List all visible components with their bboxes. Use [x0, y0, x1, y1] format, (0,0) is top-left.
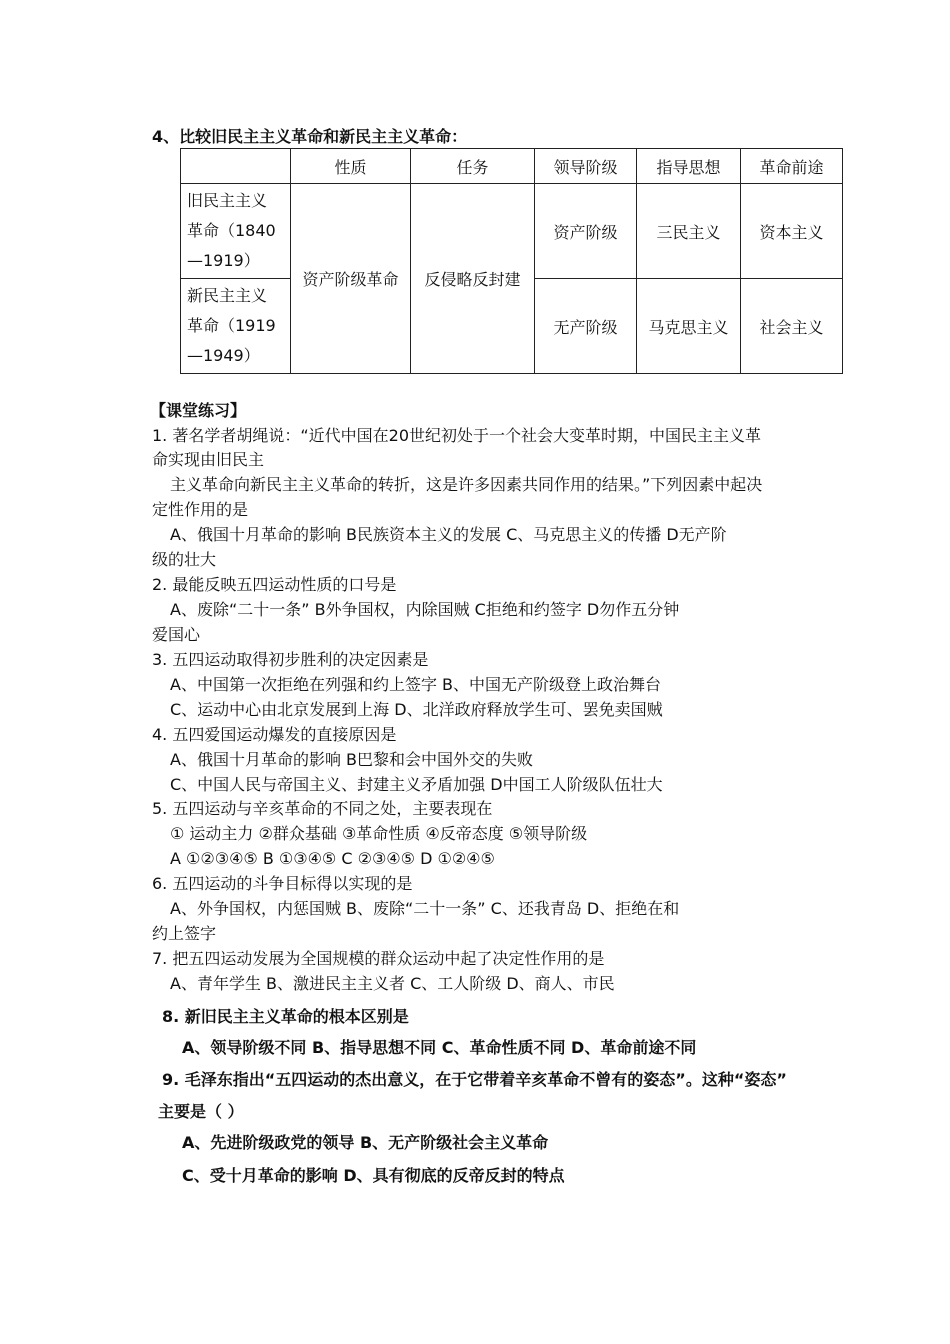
leader-cell: 资产阶级	[535, 184, 637, 279]
table-header-cell: 性质	[291, 149, 411, 184]
option-line: A、俄国十月革命的影响 B巴黎和会中国外交的失败	[170, 750, 534, 769]
future-cell: 资本主义	[741, 184, 843, 279]
question-line: 6. 五四运动的斗争目标得以实现的是	[152, 874, 413, 893]
task-cell: 反侵略反封建	[411, 184, 535, 374]
option-line: C、中国人民与帝国主义、封建主义矛盾加强 D中国工人阶级队伍壮大	[170, 775, 663, 794]
option-line: 级的壮大	[152, 550, 217, 569]
question-8-options: A、领导阶级不同 B、指导思想不同 C、革命性质不同 D、革命前途不同	[182, 1038, 697, 1057]
table-header-row	[181, 149, 843, 184]
question-9-options-1: A、先进阶级政党的领导 B、无产阶级社会主义革命	[182, 1133, 549, 1152]
option-line: A、外争国权，内惩国贼 B、废除“二十一条” C、还我青岛 D、拒绝在和	[170, 899, 680, 918]
option-line: A、俄国十月革命的影响 B民族资本主义的发展 C、马克思主义的传播 D无产阶	[170, 525, 727, 544]
question-line: 1. 著名学者胡绳说：“近代中国在20世纪初处于一个社会大变革时期，中国民主主义革	[152, 426, 762, 445]
section-title: 4、比较旧民主主义革命和新民主主义革命：	[152, 127, 468, 146]
ideology-cell: 马克思主义	[637, 279, 741, 374]
question-line: 命实现由旧民主	[152, 450, 265, 469]
row-label-new-democratic: 新民主主义 革命（1919 —1949）	[181, 279, 291, 374]
row-label-old-democratic: 旧民主主义 革命（1840 —1919）	[181, 184, 291, 279]
question-9-stem: 9. 毛泽东指出“五四运动的杰出意义，在于它带着辛亥革命不曾有的姿态”。这种“姿态”	[162, 1070, 787, 1089]
option-line: A、废除“二十一条” B外争国权，内除国贼 C拒绝和约签字 D勿作五分钟	[170, 600, 680, 619]
question-line: 7. 把五四运动发展为全国规模的群众运动中起了决定性作用的是	[152, 949, 605, 968]
table-header-cell: 革命前途	[741, 149, 843, 184]
question-line: 4. 五四爱国运动爆发的直接原因是	[152, 725, 397, 744]
option-line: A、中国第一次拒绝在列强和约上签字 B、中国无产阶级登上政治舞台	[170, 675, 662, 694]
future-cell: 社会主义	[741, 279, 843, 374]
question-line: 主义革命向新民主主义革命的转折，这是许多因素共同作用的结果。”下列因素中起决	[170, 475, 763, 494]
option-line: 约上签字	[152, 924, 217, 943]
table-header-cell	[181, 149, 291, 184]
option-line: A、青年学生 B、激进民主主义者 C、工人阶级 D、商人、市民	[170, 974, 615, 993]
option-line: 爱国心	[152, 625, 201, 644]
option-line: A ①②③④⑤ B ①③④⑤ C ②③④⑤ D ①②④⑤	[170, 849, 495, 868]
table-row	[181, 184, 843, 279]
question-8-stem: 8. 新旧民主主义革命的根本区别是	[162, 1007, 409, 1026]
comparison-table	[180, 148, 843, 374]
table-header-cell: 领导阶级	[535, 149, 637, 184]
question-line: 5. 五四运动与辛亥革命的不同之处，主要表现在	[152, 799, 493, 818]
leader-cell: 无产阶级	[535, 279, 637, 374]
nature-cell: 资产阶级革命	[291, 184, 411, 374]
practice-heading: 【课堂练习】	[150, 401, 247, 420]
question-9-options-2: C、受十月革命的影响 D、具有彻底的反帝反封的特点	[182, 1166, 565, 1185]
question-line: 3. 五四运动取得初步胜利的决定因素是	[152, 650, 429, 669]
question-9-stem-continued: 主要是（ ）	[158, 1102, 244, 1121]
ideology-cell: 三民主义	[637, 184, 741, 279]
table-header-cell: 指导思想	[637, 149, 741, 184]
option-line: ① 运动主力 ②群众基础 ③革命性质 ④反帝态度 ⑤领导阶级	[170, 824, 588, 843]
question-line: 2. 最能反映五四运动性质的口号是	[152, 575, 397, 594]
question-line: 定性作用的是	[152, 500, 249, 519]
table-header-cell: 任务	[411, 149, 535, 184]
option-line: C、运动中心由北京发展到上海 D、北洋政府释放学生可、罢免卖国贼	[170, 700, 663, 719]
